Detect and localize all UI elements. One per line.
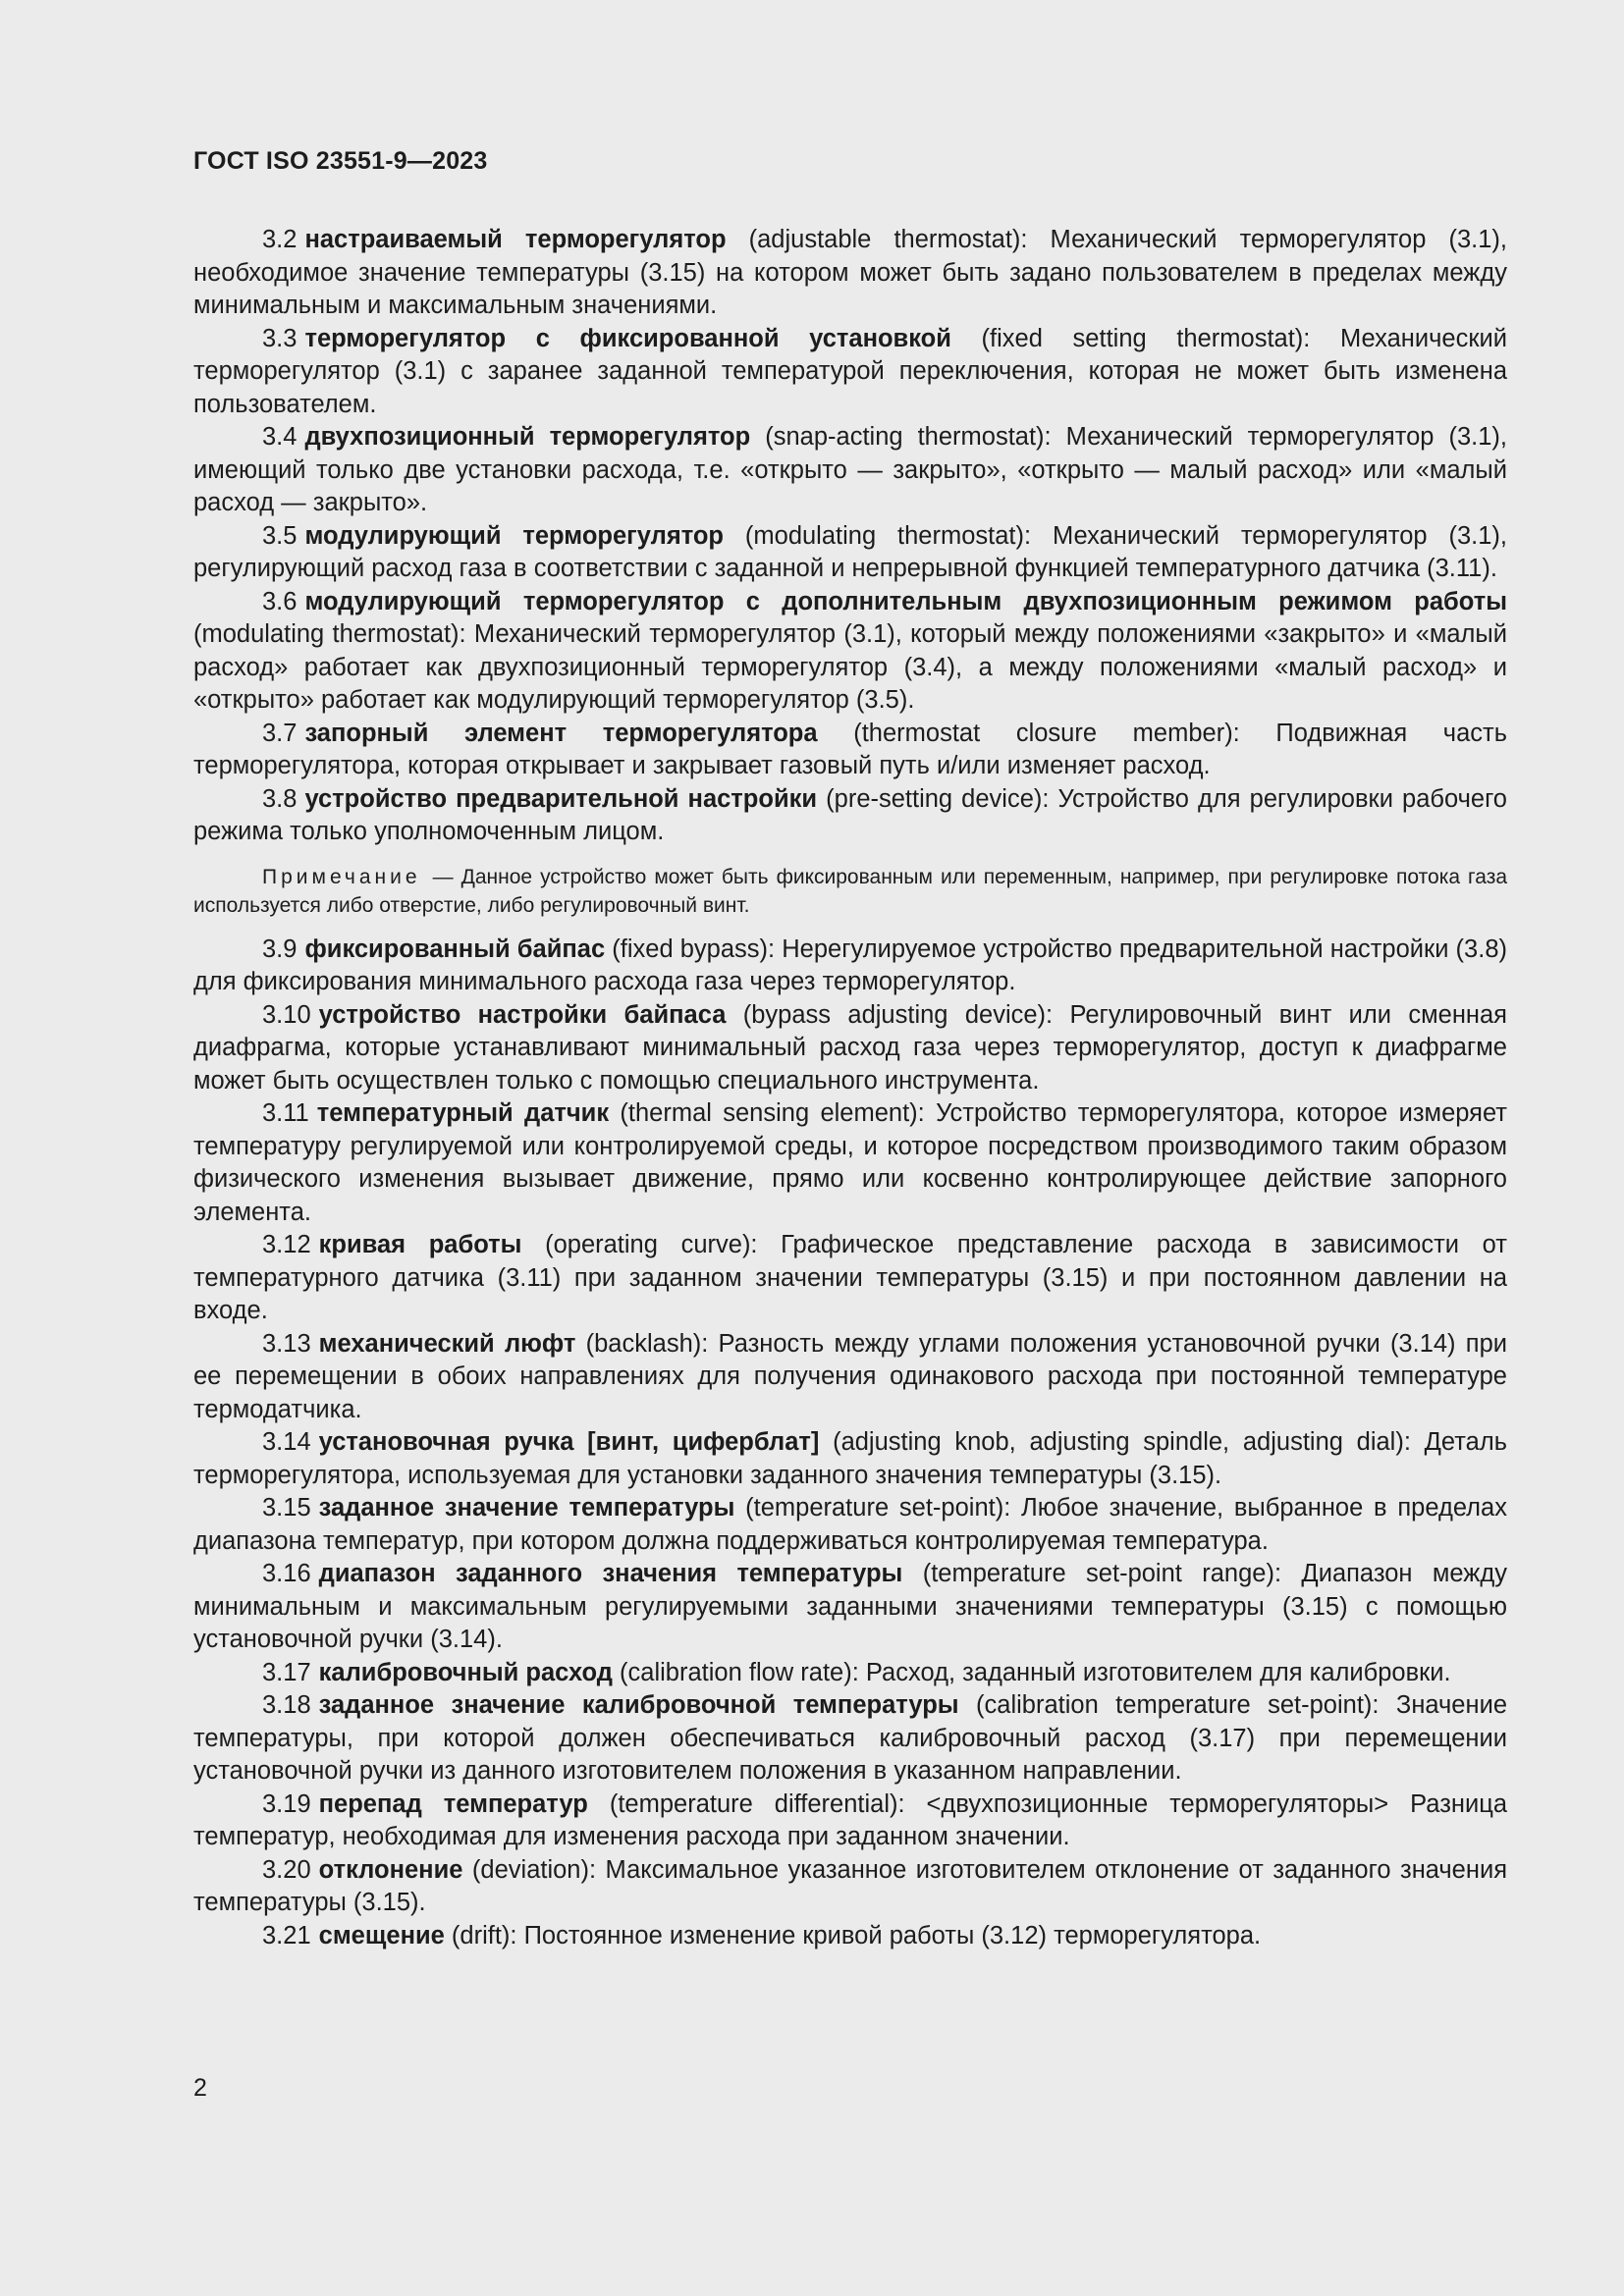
term-number: 3.21 [262,1921,311,1949]
term-entry [193,934,1507,999]
term-name: фиксированный байпас [304,934,606,963]
term-entry [193,783,1507,849]
term-number: 3.5 [262,521,298,550]
term-number: 3.8 [262,784,298,813]
term-name: модулирующий терморегулятор с дополнительным двухпозиционным режимом работы [304,587,1507,615]
term-number: 3.20 [262,1855,311,1884]
term-definition: (backlash): Разность между углами положения установочной ручки (3.14) при ее перемещении в обоих направлениях для получения одинакового расхода при постоянной температуре термодатчика. [193,1329,1508,1423]
term-definition: (drift): Постоянное изменение кривой работы (3.12) терморегулятора. [444,1921,1262,1949]
term-name: установочная ручка [винт, циферблат] [318,1428,820,1456]
term-name: перепад температур [318,1789,588,1818]
term-name: кривая работы [318,1231,522,1258]
term-number: 3.15 [262,1494,311,1522]
term-entry [193,323,1507,422]
term-definition: (thermal sensing element): Устройство терморегулятора, которое измеряет температуру регулируемой или контролируемой среды, и которое посредством производимого таким образом физического изменения вызывает движение, прямо или косвенно контролирующее действие запорного элемента. [193,1099,1507,1226]
term-definition: (fixed setting thermostat): Механический терморегулятор (3.1) с заранее заданной температурой переключения, которая не может быть изменена пользователем. [193,324,1507,418]
term-number: 3.19 [262,1789,311,1818]
term-definition: (modulating thermostat): Механический терморегулятор (3.1), регулирующий расход газа в соответствии с заданной и непрерывной функцией температурного датчика (3.11). [193,521,1507,582]
term-name: температурный датчик [316,1099,610,1127]
term-entry [193,586,1507,718]
term-name: калибровочный расход [318,1658,613,1686]
term-definition: (calibration temperature set-point): Значение температуры, при которой должен обеспечиваться калибровочный расход (3.17) при перемещении установочной ручки из данного изготовителем положения в указанном направлении. [193,1691,1507,1785]
term-entry [193,520,1507,586]
term-name: заданное значение температуры [318,1494,735,1522]
term-number: 3.17 [262,1658,311,1686]
term-entry [193,1657,1507,1690]
term-entry [193,1920,1507,1953]
term-definition: (calibration flow rate): Расход, заданный изготовителем для калибровки. [612,1658,1451,1686]
term-number: 3.18 [262,1691,311,1719]
term-definition: (temperature set-point): Любое значение, выбранное в пределах диапазона температур, при котором должна поддерживаться контролируемая температура. [193,1494,1507,1555]
page-number: 2 [193,2074,207,2102]
terms-list-part2 [193,934,1507,1953]
term-definition: (bypass adjusting device): Регулировочный винт или сменная диафрагма, которые устанавливают минимальный расход газа через терморегулятор, доступ к диафрагме может быть осуществлен только с помощью специального инструмента. [193,1000,1507,1095]
term-entry [193,224,1507,323]
term-number: 3.14 [262,1428,311,1456]
term-name: устройство настройки байпаса [318,1000,727,1029]
term-number: 3.11 [262,1099,309,1127]
term-entry [193,421,1507,520]
term-number: 3.9 [262,934,298,963]
term-definition: (fixed bypass): Нерегулируемое устройство предварительной настройки (3.8) для фиксирования минимального расхода газа через терморегулятор. [193,934,1507,995]
term-entry [193,1558,1507,1657]
term-number: 3.13 [262,1329,311,1358]
term-entry [193,1097,1507,1229]
term-definition: (adjustable thermostat): Механический терморегулятор (3.1), необходимое значение температуры (3.15) на котором может быть задано пользователем в пределах между минимальным и максимальным значениями. [193,226,1507,319]
term-entry [193,1854,1507,1920]
term-name: модулирующий терморегулятор [304,521,725,550]
term-definition: (operating curve): Графическое представление расхода в зависимости от температурного датчика (3.11) при заданном значении температуры (3.15) и при постоянном давлении на входе. [193,1231,1507,1324]
note-text: — Данное устройство может быть фиксированным или переменным, например, при регулировке потока газа используется либо отверстие, либо регулировочный винт. [193,865,1507,917]
term-entry [193,1426,1507,1492]
term-definition: (temperature differential): <двухпозиционные терморегуляторы> Разница температур, необходимая для изменения расхода при заданном значении. [193,1789,1507,1850]
term-number: 3.10 [262,1000,311,1029]
term-name: запорный элемент терморегулятора [304,719,818,747]
term-entry [193,1789,1507,1854]
note [193,863,1507,921]
term-name: диапазон заданного значения температуры [318,1560,903,1587]
term-name: смещение [318,1921,445,1949]
term-definition: (modulating thermostat): Механический терморегулятор (3.1), который между положениями «закрыто» и «малый расход» работает как двухпозиционный терморегулятор (3.4), а между положениями «малый расход» и «открыто» работает как модулирующий терморегулятор (3.5). [193,620,1507,714]
term-name: настраиваемый терморегулятор [304,226,727,253]
document-body [193,224,1507,1952]
term-entry [193,1328,1507,1427]
term-number: 3.4 [262,423,298,451]
term-definition: (adjusting knob, adjusting spindle, adjusting dial): Деталь терморегулятора, используемая для установки заданного значения температуры (3.15). [193,1428,1507,1489]
term-definition: (thermostat closure member): Подвижная часть терморегулятора, которая открывает и закрывает газовый путь и/или изменяет расход. [193,719,1507,779]
term-entry [193,1689,1507,1789]
terms-list-part1 [193,224,1507,849]
term-number: 3.6 [262,587,298,615]
term-number: 3.7 [262,719,298,747]
term-name: механический люфт [318,1329,576,1358]
term-entry [193,1492,1507,1558]
term-number: 3.3 [262,324,298,352]
term-entry [193,718,1507,783]
term-name: терморегулятор с фиксированной установкой [304,324,951,352]
document-header: ГОСТ ISO 23551-9—2023 [193,147,488,175]
term-definition: (pre-setting device): Устройство для регулировки рабочего режима только уполномоченным лицом. [193,784,1507,845]
term-name: заданное значение калибровочной температуры [318,1691,959,1719]
term-entry [193,1229,1507,1328]
term-entry [193,999,1507,1098]
term-number: 3.16 [262,1560,311,1587]
term-number: 3.2 [262,226,298,253]
term-definition: (temperature set-point range): Диапазон между минимальным и максимальным регулируемыми заданными значениями температуры (3.15) с помощью установочной ручки (3.14). [193,1560,1507,1653]
term-name: отклонение [318,1855,463,1884]
term-name: устройство предварительной настройки [304,784,818,813]
term-name: двухпозиционный терморегулятор [304,423,751,451]
term-definition: (snap-acting thermostat): Механический терморегулятор (3.1), имеющий только две установки расхода, т.е. «открыто — закрыто», «открыто — малый расход» или «малый расход — закрыто». [193,423,1508,516]
note-label: Примечание [262,865,421,888]
term-definition: (deviation): Максимальное указанное изготовителем отклонение от заданного значения температуры (3.15). [193,1855,1507,1916]
term-number: 3.12 [262,1231,311,1258]
